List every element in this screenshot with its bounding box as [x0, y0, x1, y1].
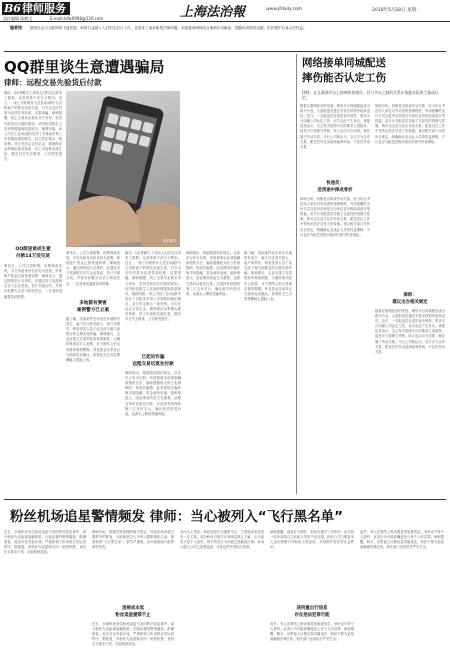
- section-name: 律师服务: [22, 2, 66, 15]
- paper-name: 上海法治報: [180, 5, 246, 20]
- airport-body-col2b: 近日，多地机场发生粉丝追星引发的秩序混乱事件。部分粉丝为近距离接触明星，在航站楼内围堵通道、推搡旅客，甚至冲击安检区域，严重影响了机场的正常运营秩序。据报道，有粉丝为追星购买同一航班机票，登机后又要求下机，导致航班延误。: [92, 622, 174, 647]
- column-divider: [296, 54, 297, 494]
- editor-note: [4, 24, 446, 50]
- article-airport-fans: [4, 502, 446, 666]
- airport-body-col5: 此外，有人在网络上贩卖明星的航班信息、身份证号等个人资料，此类行为可能涉嫌侵犯公民个人信息罪。律师提醒，购买、出售他人行程信息均属违法，粉丝不要为追星而触碰法律红线，相关部门也将依法严厉打击。: [360, 530, 444, 550]
- article-body-col3: 微信、QQ等聊天工具给人们的交往带来了便利，也常常被不法分子利用。近日，一家公司的财务人员在QQ群中与自称客户的网友洽谈生意，对方以支付货款为由诱导其转账，结果被骗。律师提醒，线上交易务必核实对方身份，坚持先验货后付款的原则，切勿轻信陌生人发来的链接和收款账号。案情回顾，该公司员工在QQ群中结识了自称某贸易公司采购经理的网友，双方约定购买一批货物。对方先后以支付定金、缴纳保证金等理由要求转账，员工未加核实便汇款，随后对方失去联系，公司蒙受损失。: [125, 251, 181, 322]
- network-subtitle-1: 快递员： 送货途中摔成骨折: [317, 181, 353, 193]
- article-body-col1b: 事发后，公司立即报警。民警调查发现，对方所留身份信息均为虚假，涉案账户资金已被快速转移。律师表示，通过网络进行交易时，应通过官方渠道核实对方企业资质，签订书面合同，并保存好聊天记录与转账凭证，一旦发现受骗要及时报警。: [4, 264, 62, 299]
- airport-subtitle-2: 获刑重出行信息 存在违法犯罪可能: [294, 606, 330, 618]
- article-network-delivery: [300, 54, 446, 494]
- editor-email: E-mail:lsfw0998@126.com: [50, 16, 104, 21]
- photo-caption: 资料图片: [162, 239, 177, 243]
- article-body-col3b: 律师指出，根据我国刑法规定，以非法占有为目的，用虚构事实或者隐瞒真相的方法，骗取数额较大的公私财物的，构成诈骗罪。此类网络诈骗作案手段隐蔽，资金流转迅速，追赃难度大，因此事前防范尤为重要。远程交易时切莫先付款，应选择有担保的第三方支付平台，确认收货后再付款，从源头上降低受骗风险。: [125, 371, 181, 416]
- network-body-col1: 随着互联网经济的发展，网络平台同城配送成为新兴行业，大量配送员通过手机应用程序接单送货。近日，一名配送员在送货途中摔伤，要求平台所属公司认定工伤，双方由此产生争议。该配送员表示，自己每天按照平台的要求上线接单，接受平台管理与考核，收入也由平台结算，理应属于劳动关系。平台公司则认为，双方仅为合作关系，配送员可自由选择接单时间，不存在劳动关系。: [300, 104, 370, 149]
- editor-note-text: 随着社会与互联网的飞速发展，网络日益融入人们的生活与工作，也带来了诸多新型法律问题，本版邀请律师结合案例作出解读，提醒读者擦亮双眼，依法维护自身合法权益。: [30, 26, 307, 30]
- phone-illustration: [66, 91, 180, 247]
- editor-note-rule: [4, 51, 446, 52]
- article-title: QQ群里谈生意遭遇骗局: [4, 58, 165, 76]
- airport-body-col1: 近日，多地机场发生粉丝追星引发的秩序混乱事件。部分粉丝为近距离接触明星，在航站楼内围堵通道、推搡旅客，甚至冲击安检区域，严重影响了机场的正常运营秩序。据报道，有粉丝为追星购买同一航班机票，登机后又要求下机，导致航班延误。: [4, 530, 86, 555]
- network-subtitle-2: 律师： 建议出台相关规定: [392, 293, 428, 305]
- airport-body-col3: 业内人士指出，粉丝追星行为屡禁不止，与违规成本较低有一定关系。部分粉丝对相关法律规定缺乏了解，认为追星只是个人爱好，殊不知其行为可能已经触犯法律。机场与航空公司已加强巡查，对扰乱秩序者依法处理。: [180, 530, 264, 550]
- article-byline: 律师：在互联网平台上接单的快递员，其与平台之间的关系应依据实际用工情况认定。: [302, 90, 439, 101]
- article-body-col5: 据了解，类似案件近年来在多地时有发生，骗子往往冒充熟人、客户或领导，利用受害人急于成交或不便当面核实的心理实施诈骗。律师建议，企业应建立完善的财务审批制度，大额转账须经多人复核，对于网络上的交易要求保持警惕，涉及资金往来务必当面或电话确认。检察机关已对犯罪嫌疑人提起公诉。: [244, 251, 292, 301]
- article-title: 网络接单同城配送 摔伤能否认定工伤: [302, 57, 386, 84]
- network-body-col2b: 随着互联网经济的发展，网络平台同城配送成为新兴行业，大量配送员通过手机应用程序接单送货。近日，一名配送员在送货途中摔伤，要求平台所属公司认定工伤，双方由此产生争议。该配送员表示，自己每天按照平台的要求上线接单，接受平台管理与考核，收入也由平台结算，理应属于劳动关系。平台公司则认为，双方仅为合作关系，配送员可自由选择接单时间，不存在劳动关系。: [375, 309, 445, 354]
- section-divider: [4, 499, 446, 500]
- masthead-rule: [0, 21, 450, 22]
- article-qq-scam: [4, 54, 294, 499]
- network-body-col2: 律师分析，判断是否构成劳动关系，应当综合考虑用人单位对劳动者的管理程度、劳动报酬的支付方式以及劳动者是否为单位业务的组成部分等因素。若平台对配送员实施了实质性的管理与控制，则可认定双方存在劳动关系，配送员在工作中受伤应依法享受工伤待遇。建议相关部门尽快出台规定，明确新业态从业人员的权益保障，平台也应为配送员购买相应的意外伤害保险。: [375, 104, 445, 144]
- airport-subtitle-1: 违规成本低 粉丝追星屡禁不止: [115, 606, 151, 618]
- issue-date: 2018年5月28日 星期一: [372, 8, 421, 13]
- phone-photo: [66, 91, 180, 247]
- editor-note-label: 编者按：: [10, 25, 26, 30]
- airport-body-col4b: 此外，有人在网络上贩卖明星的航班信息、身份证号等个人资料，此类行为可能涉嫌侵犯公民个人信息罪。律师提醒，购买、出售他人行程信息均属违法，粉丝不要为追星而触碰法律红线，相关部门也将依法严厉打击。: [270, 622, 354, 642]
- article-body-col2b: 据了解，类似案件近年来在多地时有发生，骗子往往冒充熟人、客户或领导，利用受害人急于成交或不便当面核实的心理实施诈骗。律师建议，企业应建立完善的财务审批制度，大额转账须经多人复核，对于网络上的交易要求保持警惕，涉及资金往来务必当面或电话确认。检察机关已对犯罪嫌疑人提起公诉。: [66, 317, 120, 362]
- col3-subtitle: 已起诉诈骗 远程交易切莫先付款: [132, 355, 174, 367]
- article-body-col2: 事发后，公司立即报警。民警调查发现，对方所留身份信息均为虚假，涉案账户资金已被快速转移。律师表示，通过网络进行交易时，应通过官方渠道核实对方企业资质，签订书面合同，并保存好聊天记录与转账凭证，一旦发现受骗要及时报警。: [66, 251, 120, 286]
- section-number: B6: [4, 2, 21, 15]
- editors: 责任编辑 陈树文: [3, 16, 33, 21]
- col2-subtitle-1: 多地都有要害 案例警方已立案: [76, 301, 110, 313]
- network-body-col1b: 律师分析，判断是否构成劳动关系，应当综合考虑用人单位对劳动者的管理程度、劳动报酬的支付方式以及劳动者是否为单位业务的组成部分等因素。若平台对配送员实施了实质性的管理与控制，则可认定双方存在劳动关系，配送员在工作中受伤应依法享受工伤待遇。建议相关部门尽快出台规定，明确新业态从业人员的权益保障，平台也应为配送员购买相应的意外伤害保险。: [300, 197, 370, 237]
- airport-body-col2: 律师介绍，根据民航管理的相关规定，扰乱机场或航空器秩序的旅客，可能被航空公司列入限制乘机名单，即俗称的“飞行黑名单”。情节严重的，还可能面临行政拘留等处罚。: [92, 530, 174, 550]
- paper-website: www.jfdaily.com: [266, 7, 303, 12]
- masthead: [0, 0, 450, 22]
- article-body-col1: 微信、QQ等聊天工具给人们的交往带来了便利，也常常被不法分子利用。近日，一家公司的财务人员在QQ群中与自称客户的网友洽谈生意，对方以支付货款为由诱导其转账，结果被骗。律师提醒，线上交易务必核实对方身份，坚持先验货后付款的原则，切勿轻信陌生人发来的链接和收款账号。案情回顾，该公司员工在QQ群中结识了自称某贸易公司采购经理的网友，双方约定购买一批货物。对方先后以支付定金、缴纳保证金等理由要求转账，员工未加核实便汇款，随后对方失去联系，公司蒙受损失。: [4, 91, 62, 162]
- airport-body-col4: 律师提醒，追星应当理性，粉丝应遵守公共秩序，切勿因一时冲动给自己和他人带来不良后果。经纪公司与明星本人也应积极引导粉丝文明追星，共同维护良好的社会秩序。: [270, 530, 354, 550]
- inline-subtitle: QQ群里谈成生意 付款14万没见货: [15, 247, 51, 259]
- article-subtitle: 律师：远程交易先验货后付款: [4, 78, 102, 87]
- article-title: 粉丝机场追星警情频发 律师：当心被列入“飞行黑名单”: [10, 509, 343, 525]
- article-body-col4: 律师指出，根据我国刑法规定，以非法占有为目的，用虚构事实或者隐瞒真相的方法，骗取数额较大的公私财物的，构成诈骗罪。此类网络诈骗作案手段隐蔽，资金流转迅速，追赃难度大，因此事前防范尤为重要。远程交易时切莫先付款，应选择有担保的第三方支付平台，确认收货后再付款，从源头上降低受骗风险。: [186, 251, 240, 296]
